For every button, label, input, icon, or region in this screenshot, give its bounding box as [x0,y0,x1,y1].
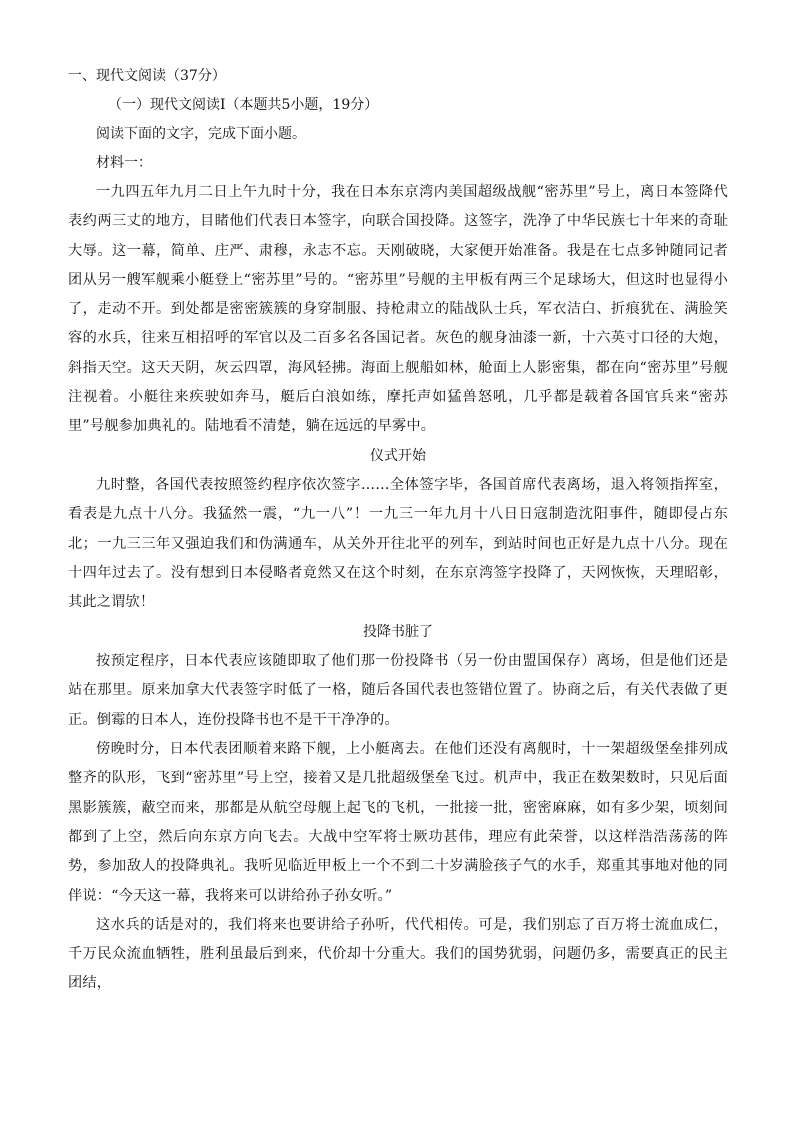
article-heading-surrender-document: 投降书脏了 [363,623,433,640]
article-heading-ceremony: 仪式开始 [370,447,426,464]
instruction-text: 阅读下面的文字，完成下面小题。 [96,126,306,142]
article-paragraph-1: 一九四五年九月二日上午九时十分，我在日本东京湾内美国超级战舰“密苏里”号上，离日本签降代表约两三丈的地方，目睹他们代表日本签字，向联合国投降。这签字，洗净了中华民族七十年来的奇耻大辱。这一幕，简单、庄严、肃穆，永志不忘。天刚破晓，大家便开始准备。我是在七点多钟随同记者团从另一艘军舰乘小艇登上“密苏里”号的。“密苏里”号舰的主甲板有两三个足球场大，但这时也显得小了，走动不开。到处都是密密簇簇的身穿制服、持枪肃立的陆战队士兵，军衣洁白、折痕犹在、满脸笑容的水兵，往来互相招呼的军官以及二百多名各国记者。灰色的舰身油漆一新，十六英寸口径的大炮，斜指天空。这天天阴，灰云四罩，海风轻拂。海面上舰船如林，舱面上人影密集，都在向“密苏里”号舰注视着。小艇往来疾驶如奔马，艇后白浪如练，摩托声如猛兽怒吼，几乎都是载着各国官兵来“密苏里”号舰参加典礼的。陆地看不清楚，躺在远远的早雾中。 [68,184,728,435]
material-label: 材料一： [96,155,152,171]
article-paragraph-4: 傍晚时分，日本代表团顺着来路下舰，上小艇离去。在他们还没有离舰时，十一架超级堡垒排列成整齐的队形，飞到“密苏里”号上空，接着又是几批超级堡垒飞过。机声中，我正在数架数时，只见后面黑影簇簇，蔽空而来，那都是从航空母舰上起飞的飞机，一批接一批，密密麻麻，如有多少架，顷刻间都到了上空，然后向东京方向飞去。大战中空军将士厥功甚伟，理应有此荣誉，以这样浩浩荡荡的阵势，参加敌人的投降典礼。我听见临近甲板上一个不到二十岁满脸孩子气的水手，郑重其事地对他的同伴说：“今天这一幕，我将来可以讲给孙子孙女听。” [68,741,728,904]
subsection-title: （一）现代文阅读Ⅰ（本题共5小题，19分） [108,97,379,113]
exam-page [68,62,728,999]
section-title: 一、现代文阅读（37分） [68,68,226,84]
article-paragraph-2: 九时整，各国代表按照签约程序依次签字……全体签字毕，各国首席代表离场，退入将领指挥室，看表是九点十八分。我猛然一震，“九一八”！一九三一年九月十八日日寇制造沈阳事件，随即侵占东北；一九三三年又强迫我们和伪满通车，从关外开往北平的列车，到站时间也正好是九点十八分。现在十四年过去了。没有想到日本侵略者竟然又在这个时刻，在东京湾签字投降了，天网恢恢，天理昭彰，其此之谓欤！ [68,477,728,611]
article-paragraph-3: 按预定程序，日本代表应该随即取了他们那一份投降书（另一份由盟国保存）离场，但是他们还是站在那里。原来加拿大代表签字时低了一格，随后各国代表也签错位置了。协商之后，有关代表做了更正。倒霉的日本人，连份投降书也不是干干净净的。 [68,653,728,728]
article-paragraph-5: 这水兵的话是对的，我们将来也要讲给子孙听，代代相传。可是，我们别忘了百万将士流血成仁，千万民众流血牺牲，胜利虽最后到来，代价却十分重大。我们的国势犹弱，问题仍多，需要真正的民主团结， [68,916,728,992]
